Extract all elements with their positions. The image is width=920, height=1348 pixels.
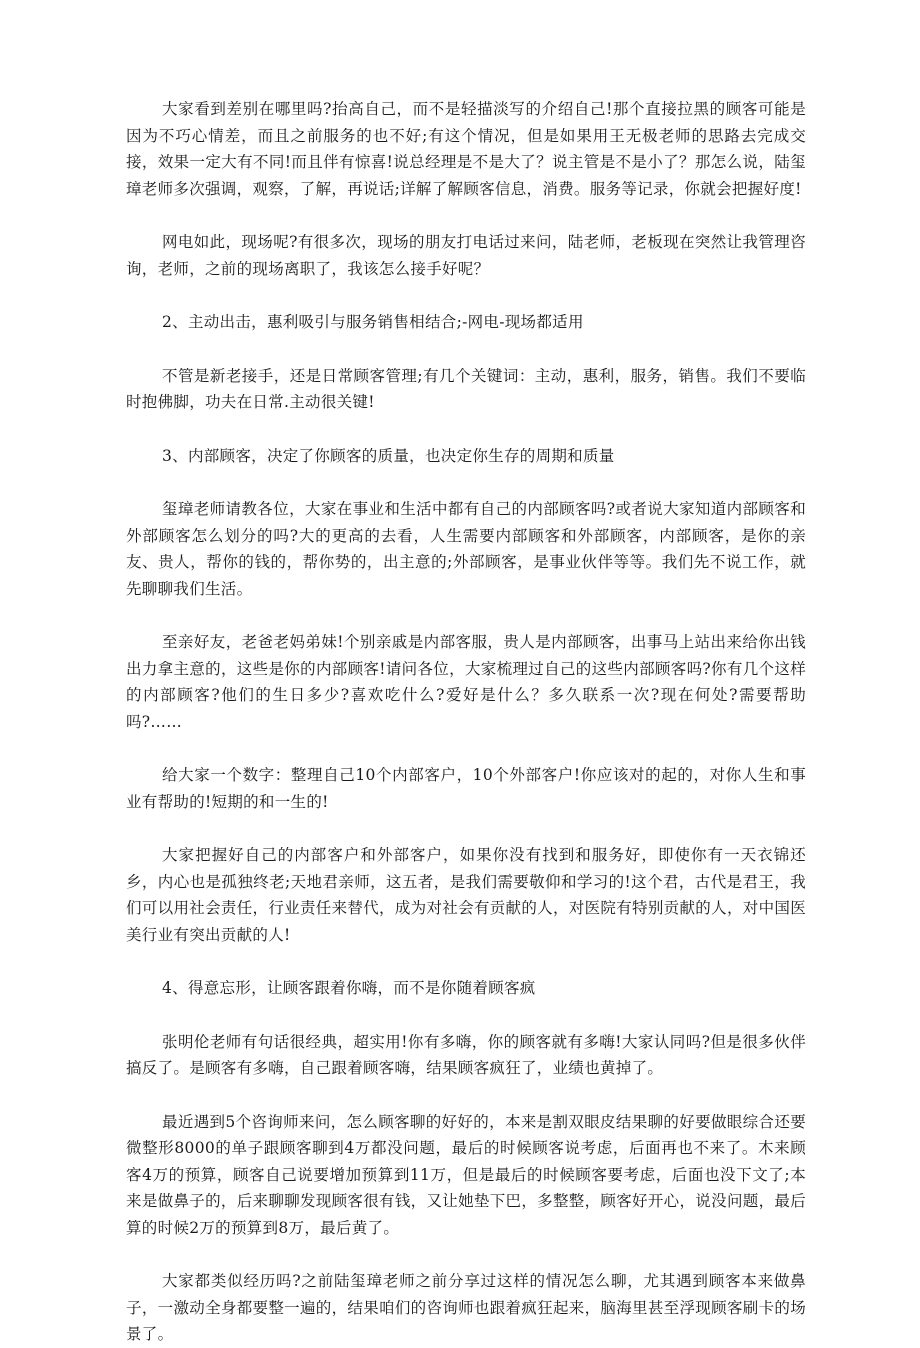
paragraph: 张明伦老师有句话很经典，超实用!你有多嗨，你的顾客就有多嗨!大家认同吗?但是很多伙伴搞反了。是顾客有多嗨，自己跟着顾客嗨，结果顾客疯狂了，业绩也黄掉了。 [126, 1032, 806, 1077]
paragraph: 大家把握好自己的内部客户和外部客户，如果你没有找到和服务好，即使你有一天衣锦还乡，内心也是孤独终老;天地君亲师，这五者，是我们需要敬仰和学习的!这个君，古代是君王，我们可以用社会责任，行业责任来替代，成为对社会有贡献的人，对医院有特别贡献的人，对中国医美行业有突出贡献的人! [126, 846, 806, 944]
section-heading: 3、内部顾客，决定了你顾客的质量，也决定你生存的周期和质量 [162, 446, 615, 465]
paragraph: 网电如此，现场呢?有很多次，现场的朋友打电话过来问，陆老师，老板现在突然让我管理咨询，老师，之前的现场离职了，我该怎么接手好呢？ [126, 233, 806, 278]
section-heading: 4、得意忘形，让顾客跟着你嗨，而不是你随着顾客疯 [162, 979, 536, 997]
paragraph: 大家看到差别在哪里吗?抬高自己，而不是轻描淡写的介绍自己!那个直接拉黑的顾客可能是因为不巧心情差，而且之前服务的也不好;有这个情况，但是如果用王无极老师的思路去完成交接，效果一定大有不同!而且伴有惊喜!说总经理是不是大了？说主管是不是小了？那怎么说，陆玺璋老师多次强调，观察，了解，再说话;详解了解顾客信息，消费。服务等记录，你就会把握好度! [126, 100, 806, 198]
paragraph: 玺璋老师请教各位，大家在事业和生活中都有自己的内部顾客吗?或者说大家知道内部顾客和外部顾客怎么划分的吗?大的更高的去看，人生需要内部顾客和外部顾客，内部顾客，是你的亲友、贵人，帮你的钱的，帮你势的，出主意的;外部顾客，是事业伙伴等等。我们先不说工作，就先聊聊我们生活。 [126, 500, 806, 598]
paragraph: 至亲好友，老爸老妈弟妹!个别亲戚是内部客服，贵人是内部顾客，出事马上站出来给你出钱出力拿主意的，这些是你的内部顾客!请问各位，大家梳理过自己的这些内部顾客吗?你有几个这样的内部顾客?他们的生日多少?喜欢吃什么?爱好是什么？多久联系一次?现在何处?需要帮助吗?…… [126, 633, 806, 731]
section-heading: 2、主动出击，惠利吸引与服务销售相结合;-网电-现场都适用 [162, 313, 584, 331]
paragraph: 大家都类似经历吗?之前陆玺璋老师之前分享过这样的情况怎么聊，尤其遇到顾客本来做鼻子，一激动全身都要整一遍的，结果咱们的咨询师也跟着疯狂起来，脑海里甚至浮现顾客刷卡的场景了。 [126, 1272, 806, 1343]
paragraph: 给大家一个数字：整理自己10个内部客户，10个外部客户!你应该对的起的，对你人生和事业有帮助的!短期的和一生的! [126, 766, 806, 811]
paragraph: 最近遇到5个咨询师来问，怎么顾客聊的好好的，本来是割双眼皮结果聊的好要做眼综合还要微整形8000的单子跟顾客聊到4万都没问题，最后的时候顾客说考虑，后面再也不来了。木来顾客4万的预算，顾客自己说要增加预算到11万，但是最后的时候顾客要考虑，后面也没下文了;本来是做鼻子的，后来聊聊发现顾客很有钱，又让她垫下巴，多整整，顾客好开心，说没问题，最后算的时候2万的预算到8万，最后黄了。 [126, 1112, 806, 1237]
paragraph: 不管是新老接手，还是日常顾客管理;有几个关键词：主动，惠利，服务，销售。我们不要临时抱佛脚，功夫在日常.主动很关键! [126, 366, 806, 411]
